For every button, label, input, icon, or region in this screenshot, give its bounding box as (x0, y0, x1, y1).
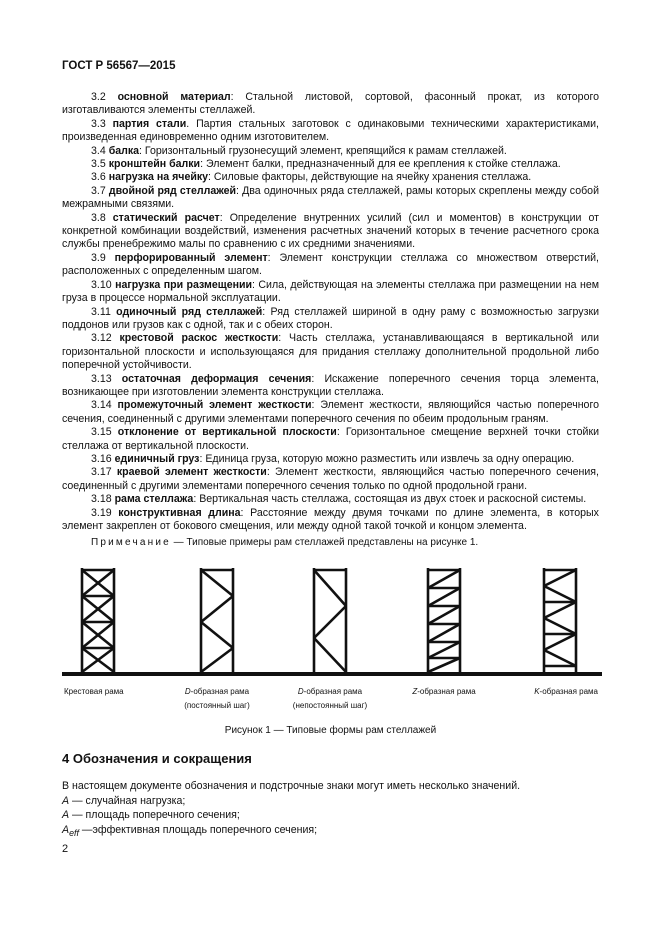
definition-item (62, 453, 599, 466)
document-header: ГОСТ Р 56567—2015 (62, 60, 176, 72)
definition-item (62, 171, 599, 184)
definition-term: крестовой раскос жесткости (119, 332, 279, 345)
definition-number: 3.7 (91, 184, 106, 197)
label-d-frame-constant: D-образная рама (184, 687, 250, 696)
definition-number: 3.9 (91, 251, 106, 264)
symbol-text: — площадь поперечного сечения; (69, 809, 240, 821)
floor-line (62, 672, 602, 676)
definition-term: одиночный ряд стеллажей (116, 305, 263, 318)
definition-term: конструктивная длина (118, 506, 241, 519)
definition-item (62, 399, 599, 426)
definition-term: промежуточный элемент жесткости (117, 399, 312, 412)
definition-text: : Единица груза, которую можно разместить или извлечь за одну операцию. (199, 452, 575, 465)
symbol: A (62, 823, 70, 836)
definition-number: 3.19 (91, 506, 112, 519)
definition-item (62, 212, 599, 252)
definition-item (62, 332, 599, 372)
section-title: 4 Обозначения и сокращения (62, 751, 252, 766)
definition-item (62, 91, 599, 118)
definition-number: 3.8 (91, 211, 106, 224)
definition-term: отклонение от вертикальной плоскости (117, 426, 337, 439)
definition-text: : Стальной листовой, сортовой, фасонный прокат, из которого изготавливаются элементы стеллажей. (62, 91, 599, 117)
definition-item (62, 466, 599, 493)
symbol-row (62, 823, 599, 841)
section-intro: В настоящем документе обозначения и подстрочные знаки могут иметь несколько значений. (62, 780, 521, 792)
definition-number: 3.13 (91, 372, 112, 385)
definition-term: нагрузка при размещении (115, 278, 253, 291)
definition-text: : Элемент балки, предназначенный для ее крепления к стойке стеллажа. (200, 158, 561, 171)
definition-item (62, 306, 599, 333)
definition-item (62, 373, 599, 400)
label-cross-frame: Крестовая рама (64, 687, 124, 696)
symbol-text: — случайная нагрузка; (69, 794, 186, 807)
definition-text: : Силовые факторы, действующие на ячейку хранения стеллажа. (208, 171, 532, 184)
definition-term: единичный груз (114, 452, 200, 465)
definition-item (62, 158, 599, 171)
definition-number: 3.18 (91, 493, 112, 506)
definition-item (62, 252, 599, 279)
definition-text: : Горизонтальное смещение верхней точки стойки стеллажа от вертикальной плоскости. (62, 426, 600, 452)
definition-term: партия стали (112, 117, 187, 130)
definition-item (62, 426, 599, 453)
definition-item (62, 118, 599, 145)
label-k-frame: K-образная рама (534, 687, 598, 696)
definition-number: 3.5 (91, 158, 106, 171)
definition-item (62, 507, 599, 534)
definition-item (62, 279, 599, 306)
definition-text: : Расстояние между двумя точками по длине элемента, в которых элемент закреплен от бокового смещения, или между одной такой точкой и концом элемента. (62, 506, 599, 532)
symbol: A (62, 794, 70, 807)
k-frame (544, 568, 576, 674)
note-text: — Типовые примеры рам стеллажей представлены на рисунке 1. (170, 537, 479, 548)
label-d-frame-variable-note: (непостоянный шаг) (292, 701, 368, 710)
definition-number: 3.6 (91, 171, 106, 184)
definition-term: статический расчет (112, 211, 220, 224)
definition-text: : Ряд стеллажей шириной в одну раму с возможностью загрузки поддонов или грузов как с одной, так и с обеих сторон. (62, 305, 599, 331)
definition-term: двойной ряд стеллажей (108, 184, 236, 197)
figure-note (91, 537, 478, 548)
definition-number: 3.2 (91, 91, 106, 103)
definitions-list (62, 91, 599, 533)
symbol-text: —эффективная площадь поперечного сечения; (78, 823, 318, 836)
definition-term: рама стеллажа (114, 493, 194, 506)
definition-number: 3.3 (91, 117, 106, 130)
definition-term: перфорированный элемент (114, 251, 268, 264)
definition-number: 3.16 (91, 452, 112, 465)
z-frame (428, 568, 460, 674)
definition-item (62, 145, 599, 158)
definition-number: 3.10 (91, 278, 112, 291)
rack-frames-drawing (62, 558, 602, 718)
symbol: A (62, 809, 70, 821)
definition-text: : Сила, действующая на элементы стеллажа при размещении на нем груза в процессе нормальной эксплуатации. (62, 278, 599, 305)
definition-number: 3.12 (91, 332, 112, 345)
figure-caption: Рисунок 1 — Типовые формы рам стеллажей (224, 725, 437, 736)
definition-text: : Элемент жесткости, являющийся частью поперечного сечения, соединенный с другими элементами поперечного сечения только по одной продольной грани. (62, 466, 599, 492)
definition-term: основной материал (117, 91, 231, 103)
definition-term: нагрузка на ячейку (108, 171, 209, 184)
definition-text: : Вертикальная часть стеллажа, состоящая из двух стоек и раскосной системы. (193, 493, 587, 506)
label-d-frame-variable: D-образная рама (297, 687, 363, 696)
definition-term: балка (108, 144, 140, 157)
note-label: Примечание (91, 537, 171, 548)
symbol-row (62, 808, 599, 823)
definition-number: 3.17 (91, 466, 112, 479)
definition-number: 3.11 (91, 305, 111, 318)
definition-item (62, 493, 599, 506)
symbol-row (62, 794, 599, 809)
definition-term: кронштейн балки (108, 158, 201, 171)
definition-text: : Элемент жесткости, являющийся частью поперечного сечения, соединенный с другими элементами поперечного сечения по обеим продольным граням. (62, 399, 599, 425)
definition-text: . Партия стальных заготовок с одинаковыми техническими характеристиками, произведенная единовременно одним изготовителем. (62, 117, 599, 144)
label-z-frame: Z-образная рама (412, 687, 476, 696)
definition-term: краевой элемент жесткости (116, 466, 267, 479)
symbols-list (62, 779, 599, 840)
rack-frames-figure (62, 558, 602, 718)
cross-frame (82, 568, 114, 674)
definition-text: : Часть стеллажа, устанавливающаяся в вертикальной или горизонтальной плоскости и использующаяся для придания стеллажу дополнительной продольной либо поперечной устойчивости. (62, 332, 600, 372)
definition-number: 3.4 (91, 144, 106, 157)
definition-text: : Искажение поперечного сечения торца элемента, возникающее при изготовлении элемента конструкции стеллажа. (62, 372, 599, 398)
definition-text: : Элемент конструкции стеллажа со множеством отверстий, расположенных с определенным шагом. (62, 251, 599, 278)
definition-number: 3.14 (91, 399, 112, 412)
label-d-frame-constant-note: (постоянный шаг) (184, 701, 250, 710)
definition-term: остаточная деформация сечения (121, 372, 312, 385)
page-number: 2 (62, 843, 69, 855)
definition-text: : Два одиночных ряда стеллажей, рамы которых скреплены между собой межрамными связями. (62, 184, 599, 211)
d-frame-variable (314, 568, 346, 674)
definition-text: : Определение внутренних усилий (сил и моментов) в конструкции от конкретной комбинации воздействий, изменения расчетных значений которых в течение расчетного срока службы пренебрежимо малы по сравнению с их средними значениями. (62, 211, 599, 251)
definition-number: 3.15 (91, 426, 112, 439)
d-frame-constant (201, 568, 233, 674)
symbol-subscript: eff (69, 827, 79, 838)
definition-text: : Горизонтальный грузонесущий элемент, крепящийся к рамам стеллажей. (139, 144, 507, 157)
definition-item (62, 185, 599, 212)
